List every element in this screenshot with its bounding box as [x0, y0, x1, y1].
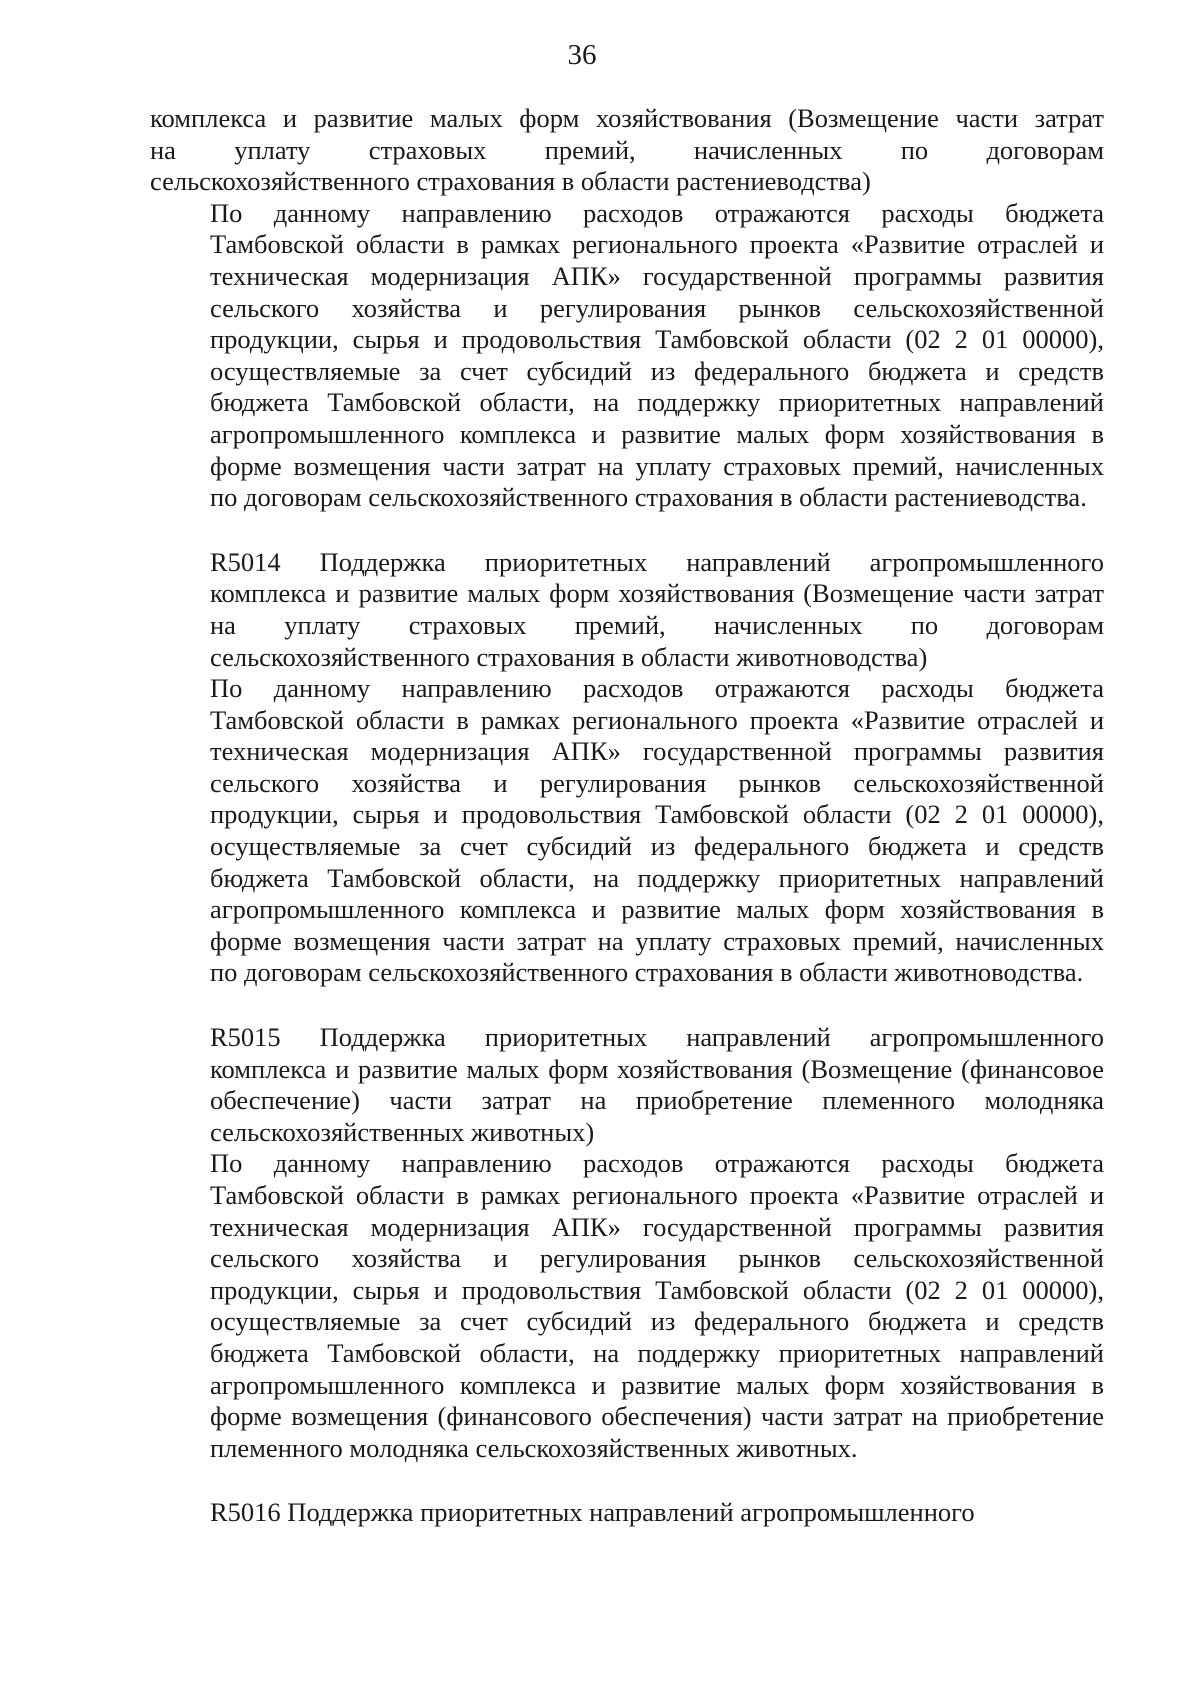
text-line: по договорам сельскохозяйственного страхования в области животноводства. [210, 957, 1084, 988]
page-number: 36 [567, 39, 597, 71]
body-paragraph [150, 198, 1104, 514]
text-line: агропромышленного комплекса и развитие малых форм хозяйствования в [210, 418, 1104, 449]
text-line: сельскохозяйственного страхования в области животноводства) [210, 641, 928, 672]
section-heading [150, 1497, 1104, 1529]
section-heading [150, 547, 1104, 673]
text-line: комплекса и развитие малых форм хозяйствования (Возмещение части затрат [150, 103, 1104, 133]
text-line: сельского хозяйства и регулирования рынков сельскохозяйственной [210, 292, 1104, 323]
text-line: по договорам сельскохозяйственного страхования в области растениеводства. [210, 482, 1087, 513]
text-line: R5016 Поддержка приоритетных направлений агропромышленного [210, 1497, 975, 1528]
text-line: сельскохозяйственных животных) [210, 1116, 595, 1147]
text-line: комплекса и развитие малых форм хозяйствования (Возмещение части затрат [210, 578, 1104, 609]
text-line: бюджета Тамбовской области, на поддержку приоритетных направлений [210, 862, 1104, 893]
text-line: осуществляемые за счет субсидий из федерального бюджета и средств [210, 355, 1104, 386]
text-line: техническая модернизация АПК» государственной программы развития [210, 1211, 1104, 1242]
text-line: продукции, сырья и продовольствия Тамбовской области (02 2 01 00000), [210, 324, 1104, 355]
text-line: форме возмещения части затрат на уплату страховых премий, начисленных [210, 450, 1104, 481]
text-line: техническая модернизация АПК» государственной программы развития [210, 736, 1104, 767]
text-line: сельскохозяйственного страхования в области растениеводства) [150, 166, 871, 197]
text-line: племенного молодняка сельскохозяйственных животных. [210, 1432, 858, 1463]
text-line: техническая модернизация АПК» государственной программы развития [210, 260, 1104, 291]
section-heading [150, 1022, 1104, 1148]
text-line: продукции, сырья и продовольствия Тамбовской области (02 2 01 00000), [210, 1274, 1104, 1305]
text-line: Тамбовской области в рамках регионального проекта «Развитие отраслей и [210, 229, 1104, 260]
text-line: агропромышленного комплекса и развитие малых форм хозяйствования в [210, 1369, 1104, 1400]
text-line: бюджета Тамбовской области, на поддержку приоритетных направлений [210, 1337, 1104, 1368]
text-line: Тамбовской области в рамках регионального проекта «Развитие отраслей и [210, 1180, 1104, 1210]
text-line: форме возмещения (финансового обеспечения) части затрат на приобретение [210, 1401, 1104, 1432]
text-line: на уплату страховых премий, начисленных по договорам [210, 609, 1104, 640]
document-body [150, 103, 1104, 1529]
text-line: По данному направлению расходов отражаются расходы бюджета [210, 197, 1104, 228]
text-line: По данному направлению расходов отражаются расходы бюджета [210, 1148, 1104, 1179]
text-line: Тамбовской области в рамках регионального проекта «Развитие отраслей и [210, 704, 1104, 735]
text-line: R5015 Поддержка приоритетных направлений агропромышленного [210, 1022, 1104, 1053]
body-paragraph [150, 1148, 1104, 1464]
body-paragraph [150, 673, 1104, 989]
text-line: комплекса и развитие малых форм хозяйствования (Возмещение (финансовое [210, 1053, 1104, 1084]
text-line: По данному направлению расходов отражаются расходы бюджета [210, 673, 1104, 704]
continued-heading [150, 103, 1104, 198]
text-line: агропромышленного комплекса и развитие малых форм хозяйствования в [210, 894, 1104, 925]
text-line: обеспечение) части затрат на приобретение племенного молодняка [210, 1085, 1104, 1116]
text-line: продукции, сырья и продовольствия Тамбовской области (02 2 01 00000), [210, 799, 1104, 830]
text-line: на уплату страховых премий, начисленных по договорам [150, 134, 1104, 165]
text-line: сельского хозяйства и регулирования рынков сельскохозяйственной [210, 1243, 1104, 1274]
text-line: осуществляемые за счет субсидий из федерального бюджета и средств [210, 831, 1104, 862]
text-line: сельского хозяйства и регулирования рынков сельскохозяйственной [210, 767, 1104, 798]
text-line: R5014 Поддержка приоритетных направлений агропромышленного [210, 546, 1104, 577]
text-line: бюджета Тамбовской области, на поддержку приоритетных направлений [210, 387, 1104, 418]
text-line: форме возмещения части затрат на уплату страховых премий, начисленных [210, 925, 1104, 956]
text-line: осуществляемые за счет субсидий из федерального бюджета и средств [210, 1306, 1104, 1337]
